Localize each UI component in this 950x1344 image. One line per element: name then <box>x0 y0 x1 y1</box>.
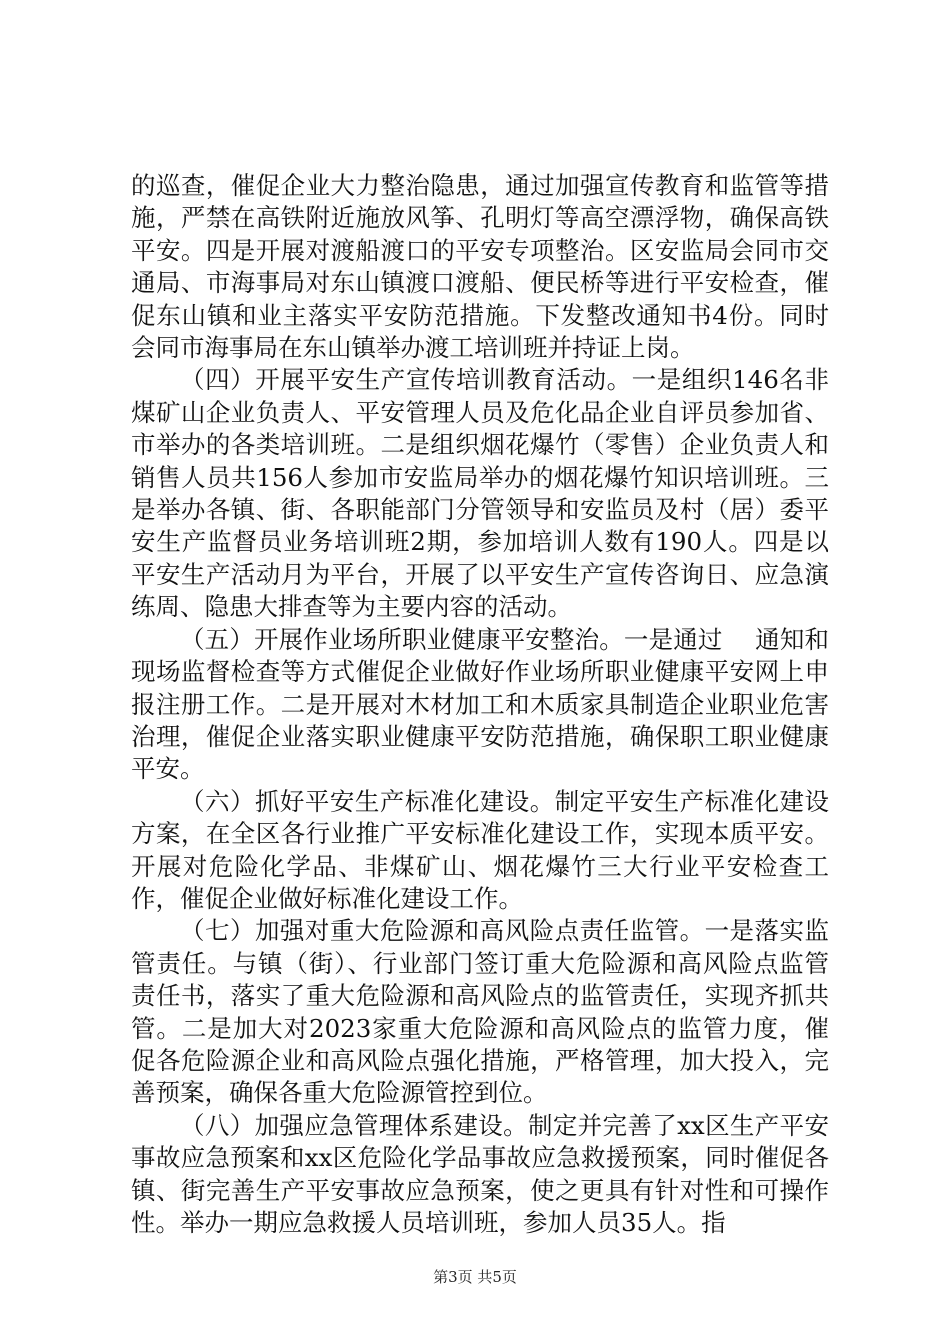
paragraph-section-8: （八）加强应急管理体系建设。制定并完善了xx区生产平安事故应急预案和xx区危险化学品事故应急救援预案，同时催促各镇、街完善生产平安事故应急预案，使之更具有针对性和可操作性。举办一期应急救援人员培训班，参加人员35人。指 <box>131 1110 829 1237</box>
paragraph-continuation: 的巡查，催促企业大力整治隐患，通过加强宣传教育和监管等措施，严禁在高铁附近施放风筝、孔明灯等高空漂浮物，确保高铁平安。四是开展对渡船渡口的平安专项整治。区安监局会同市交通局、市海事局对东山镇渡口渡船、便民桥等进行平安检查，催促东山镇和业主落实平安防范措施。下发整改通知书4份。同时会同市海事局在东山镇举办渡工培训班并持证上岗。 <box>131 171 829 363</box>
paragraph-section-5: （五）开展作业场所职业健康平安整治。一是通过 通知和现场监督检查等方式催促企业做好作业场所职业健康平安网上申报注册工作。二是开展对木材加工和木质家具制造企业职业危害治理，催促企业落实职业健康平安防范措施，确保职工职业健康平安。 <box>131 624 829 784</box>
paragraph-section-7: （七）加强对重大危险源和高风险点责任监管。一是落实监管责任。与镇（街）、行业部门签订重大危险源和高风险点监管责任书，落实了重大危险源和高风险点的监管责任，实现齐抓共管。二是加大对2023家重大危险源和高风险点的监管力度，催促各危险源企业和高风险点强化措施，严格管理，加大投入，完善预案，确保各重大危险源管控到位。 <box>131 916 829 1108</box>
page-number: 第3页 共5页 <box>433 1268 517 1286</box>
page-footer <box>0 1268 950 1286</box>
paragraph-section-6: （六）抓好平安生产标准化建设。制定平安生产标准化建设方案，在全区各行业推广平安标准化建设工作，实现本质平安。开展对危险化学品、非煤矿山、烟花爆竹三大行业平安检查工作，催促企业做好标准化建设工作。 <box>131 786 829 913</box>
document-body <box>131 170 829 1239</box>
paragraph-section-4: （四）开展平安生产宣传培训教育活动。一是组织146名非煤矿山企业负责人、平安管理人员及危化品企业自评员参加省、市举办的各类培训班。二是组织烟花爆竹（零售）企业负责人和销售人员共156人参加市安监局举办的烟花爆竹知识培训班。三是举办各镇、街、各职能部门分管领导和安监员及村（居）委平安生产监督员业务培训班2期，参加培训人数有190人。四是以平安生产活动月为平台，开展了以平安生产宣传咨询日、应急演练周、隐患大排查等为主要内容的活动。 <box>131 365 829 622</box>
